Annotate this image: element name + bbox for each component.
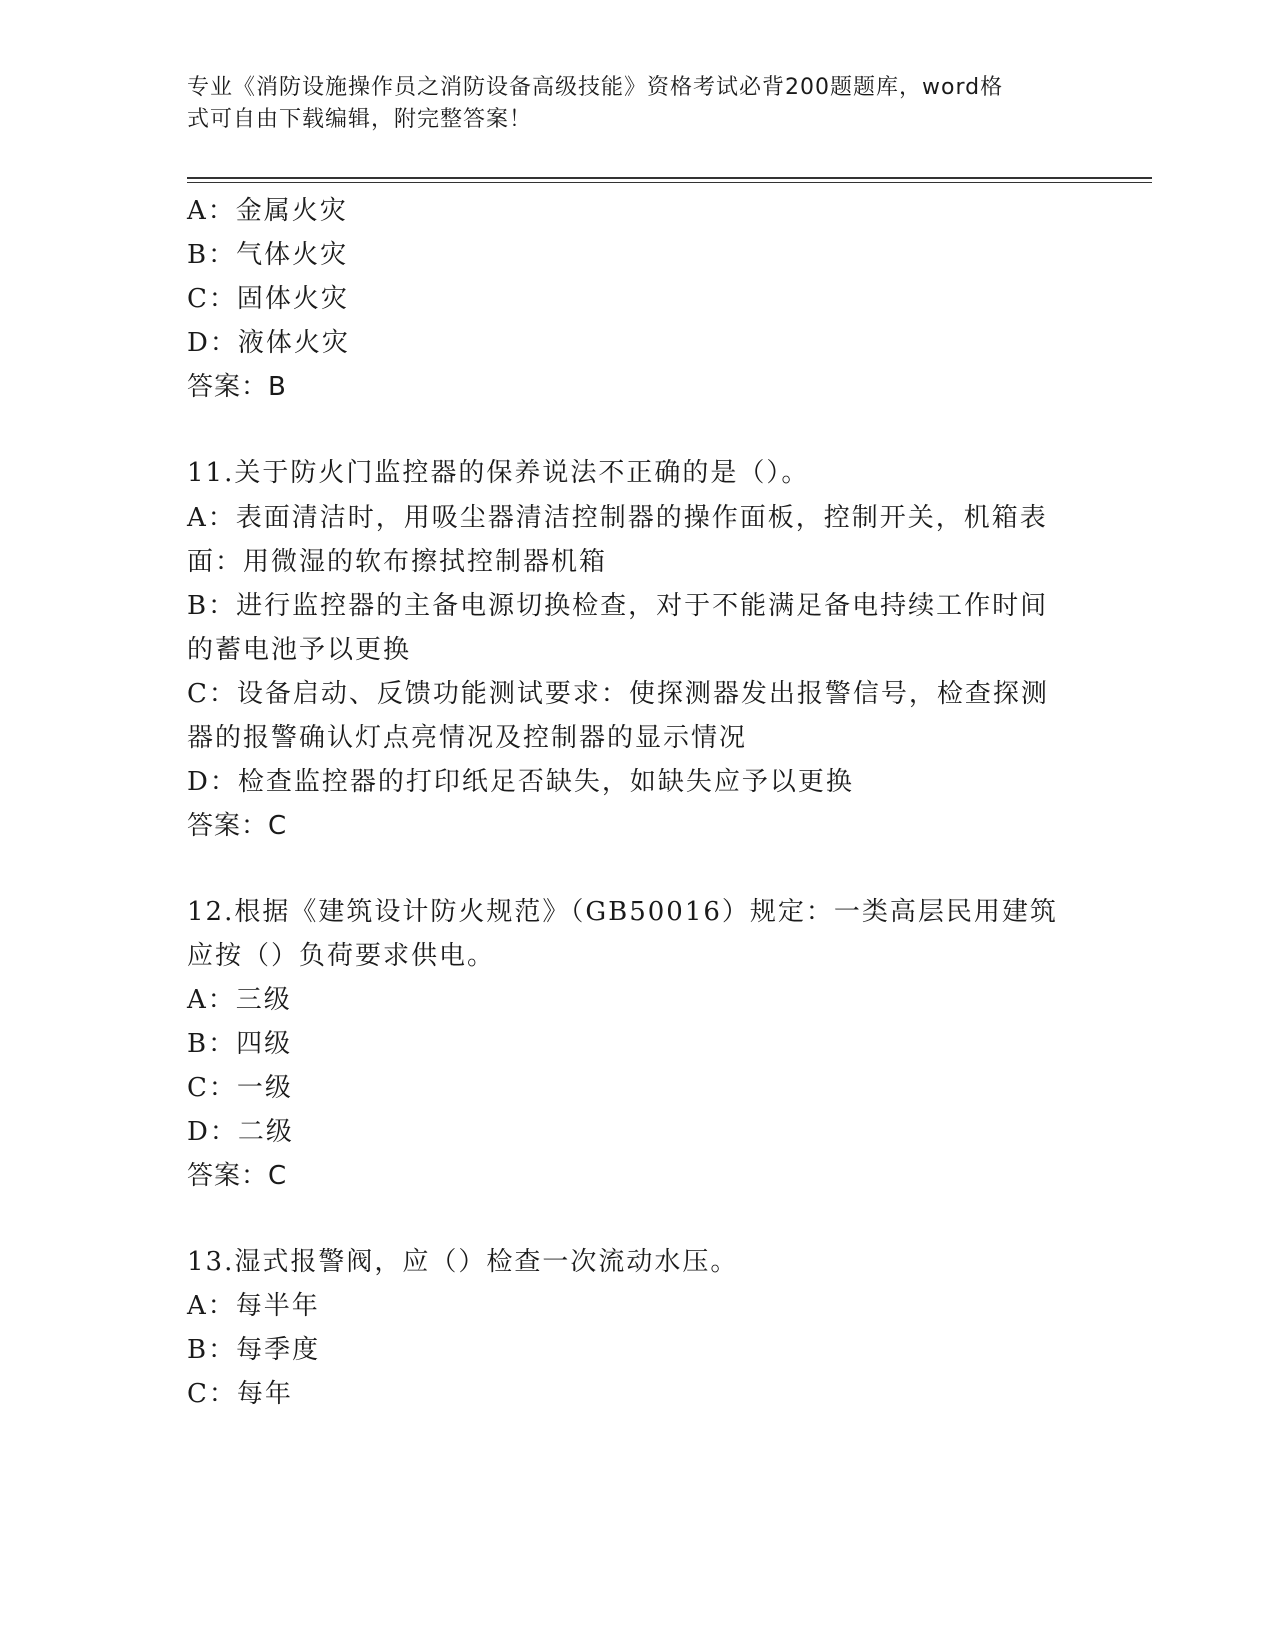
q12-stem-line-2: 应按（）负荷要求供电。 bbox=[187, 941, 496, 971]
q13-option-a: A：每半年 bbox=[187, 1291, 320, 1321]
document-header bbox=[187, 72, 1067, 136]
q11-option-b-line-2: 的蓄电池予以更换 bbox=[187, 635, 412, 665]
q11-option-a-line-2: 面：用微湿的软布擦拭控制器机箱 bbox=[187, 547, 608, 577]
q13-option-b: B：每季度 bbox=[187, 1335, 321, 1365]
q12-option-a: A：三级 bbox=[187, 985, 292, 1015]
q10-option-a: A：金属火灾 bbox=[187, 196, 348, 226]
q11-option-d: D：检查监控器的打印纸足否缺失，如缺失应予以更换 bbox=[187, 767, 854, 797]
q10-option-c: C：固体火灾 bbox=[187, 284, 349, 314]
header-line-1: 专业《消防设施操作员之消防设备高级技能》资格考试必背200题题库，word格 bbox=[187, 75, 1004, 100]
q11-option-a-line-1: A：表面清洁时，用吸尘器清洁控制器的操作面板，控制开关，机箱表 bbox=[187, 503, 1048, 533]
header-line-2: 式可自由下载编辑，附完整答案！ bbox=[187, 107, 533, 132]
q10-option-d: D：液体火灾 bbox=[187, 328, 350, 358]
q12-stem-line-1: 12.根据《建筑设计防火规范》（GB50016）规定：一类高层民用建筑 bbox=[187, 897, 1058, 927]
q13-stem: 13.湿式报警阀，应（）检查一次流动水压。 bbox=[187, 1247, 739, 1277]
q13-option-c: C：每年 bbox=[187, 1379, 293, 1409]
q10-answer: 答案：B bbox=[187, 372, 287, 402]
q11-option-c-line-1: C：设备启动、反馈功能测试要求：使探测器发出报警信号，检查探测 bbox=[187, 679, 1049, 709]
q10-option-b: B：气体火灾 bbox=[187, 240, 349, 270]
q12-option-d: D：二级 bbox=[187, 1117, 294, 1147]
header-divider-top bbox=[187, 177, 1152, 179]
q11-option-b-line-1: B：进行监控器的主备电源切换检查，对于不能满足备电持续工作时间 bbox=[187, 591, 1049, 621]
q11-stem: 11.关于防火门监控器的保养说法不正确的是（）。 bbox=[187, 458, 810, 488]
q12-option-c: C：一级 bbox=[187, 1073, 293, 1103]
q12-answer: 答案：C bbox=[187, 1161, 288, 1191]
q12-option-b: B：四级 bbox=[187, 1029, 293, 1059]
q11-answer: 答案：C bbox=[187, 811, 288, 841]
header-divider-bottom bbox=[187, 182, 1152, 183]
q11-option-c-line-2: 器的报警确认灯点亮情况及控制器的显示情况 bbox=[187, 723, 748, 753]
